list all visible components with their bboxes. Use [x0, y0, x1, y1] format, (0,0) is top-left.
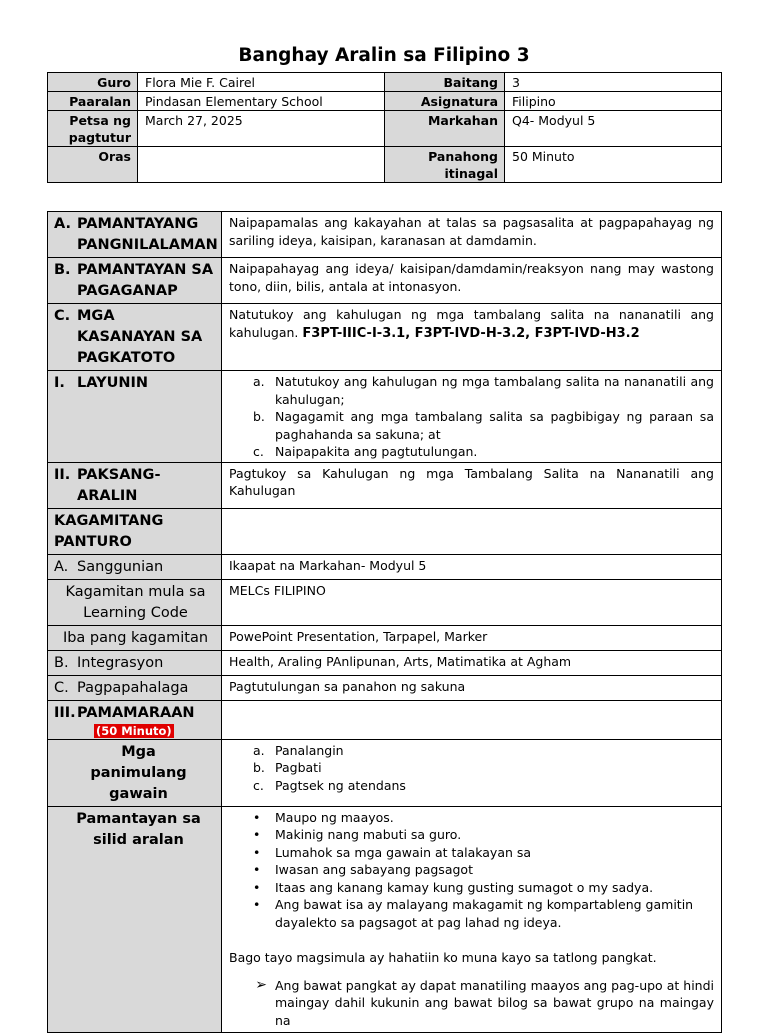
arrow-item-text: Ang bawat pangkat ay dapat manatiling maayos ang pag-upo at hindi maingay dahil kukunin ang bawat bilog sa bawat grupo na maingay na — [275, 977, 714, 1028]
pamantayan-item-text: Makinig nang mabuti sa guro. — [275, 827, 462, 842]
pamantayang-pangnilalaman-value: Naipapamalas ang kakayahan at talas sa pagsasalita at pagpapahayag ng sariling ideya, kaisipan, karanasan at damdamin. — [222, 212, 722, 258]
pamantayan-item-text: Lumahok sa mga gawain at talakayan sa — [275, 844, 532, 860]
iba-pang-kagamitan-value: PowePoint Presentation, Tarpapel, Marker — [222, 625, 722, 650]
layunin-value — [222, 371, 722, 463]
pamantayan-item-text: Ang bawat isa ay malayang makagamit ng kompartableng gamitin dayalekto sa pagsagot at pag lahad ng ideya. — [275, 897, 694, 930]
panahong-label: Panahong itinagal — [385, 147, 505, 183]
pamantayan-item-marker: • — [253, 844, 261, 860]
pamantayan-item-text: Iwasan ang sabayang pagsagot — [275, 862, 473, 877]
info-table — [47, 72, 722, 183]
markahan-value: Q4- Modyul 5 — [505, 111, 722, 147]
kagamitang-panturo-label: KAGAMITANG PANTURO — [48, 508, 222, 554]
pamantayang-pangnilalaman-label: A. PAMANTAYANG PANGNILALAMAN — [48, 212, 222, 258]
baitang-label: Baitang — [385, 73, 505, 92]
paaralan-value: Pindasan Elementary School — [138, 92, 385, 111]
pamantayan-item-text: Itaas ang kanang kamay kung gusting sumagot o my sadya. — [275, 879, 654, 895]
layunin-item-text: Nagagamit ang mga tambalang salita sa pagbibigay ng paraan sa paghahanda sa sakuna; at — [275, 409, 714, 442]
paaralan-label: Paaralan — [48, 92, 138, 111]
pamantayan-sa-pagaganap-value: Naipapahayag ang ideya/ kaisipan/damdamin/reaksyon nang may wastong tono, diin, bilis, antala at intonasyon. — [222, 258, 722, 304]
pamantayan-item-marker: • — [253, 879, 261, 895]
pamamaraan-value — [222, 700, 722, 739]
petsa-value: March 27, 2025 — [138, 111, 385, 147]
asignatura-label: Asignatura — [385, 92, 505, 111]
oras-value — [138, 147, 385, 183]
pamamaraan-label: III. PAMAMARAAN (50 Minuto) — [48, 700, 222, 739]
panahong-value: 50 Minuto — [505, 147, 722, 183]
layunin-item — [253, 408, 714, 443]
baitang-value: 3 — [505, 73, 722, 92]
panimulang-item-marker: a. — [253, 742, 265, 758]
lesson-plan-table — [47, 211, 722, 1033]
pagpapahalaga-value: Pagtutulungan sa panahon ng sakuna — [222, 675, 722, 700]
paksang-aralin-label: II. PAKSANG-ARALIN — [48, 462, 222, 508]
kasanayan-text: Natutukoy ang kahulugan ng mga tambalang salita na nananatili ang kahulugan. — [229, 307, 714, 340]
kasanayan-label: C. MGA KASANAYAN SA PAGKATOTO — [48, 304, 222, 371]
layunin-item-marker: c. — [253, 444, 264, 459]
kasanayan-codes: F3PT-IIIC-I-3.1, F3PT-IVD-H-3.2, F3PT-IVD-H3.2 — [302, 325, 640, 341]
pamantayan-sa-pagaganap-label: B. PAMANTAYAN SA PAGAGANAP — [48, 258, 222, 304]
arrow-item — [229, 977, 714, 1030]
layunin-item — [253, 443, 714, 461]
layunin-item-marker: b. — [253, 409, 265, 424]
pamantayan-item-marker: • — [253, 809, 261, 825]
asignatura-value: Filipino — [505, 92, 722, 111]
panimulang-item — [253, 742, 714, 760]
kagamitang-panturo-value — [222, 508, 722, 554]
panimulang-list — [229, 742, 714, 795]
pamantayan-item — [253, 896, 714, 931]
pamantayan-item — [253, 809, 714, 827]
pamantayan-item — [253, 844, 714, 862]
hatiin-text: Bago tayo magsimula ay hahatiin ko muna kayo sa tatlong pangkat. — [229, 950, 657, 965]
pamantayan-item-marker: • — [253, 897, 261, 912]
layunin-list — [229, 373, 714, 461]
pamantayan-silid-value — [222, 806, 722, 1032]
oras-label: Oras — [48, 147, 138, 183]
markahan-label: Markahan — [385, 111, 505, 147]
panimulang-item-marker: c. — [253, 777, 264, 793]
layunin-item — [253, 373, 714, 408]
petsa-label: Petsa ng pagtutur — [48, 111, 138, 147]
panimulang-item — [253, 777, 714, 795]
panimulang-gawain-label: Mga panimulang gawain — [48, 739, 222, 806]
panimulang-item-text: Pagtsek ng atendans — [275, 777, 406, 793]
layunin-item-text: Natutukoy ang kahulugan ng mga tambalang salita na nananatili ang kahulugan; — [275, 374, 714, 407]
panimulang-item-marker: b. — [253, 760, 265, 775]
document-title: Banghay Aralin sa Filipino 3 — [238, 45, 530, 66]
pamantayan-item-marker: • — [253, 862, 261, 877]
pamamaraan-time-badge: (50 Minuto) — [96, 723, 172, 738]
panimulang-item-text: Pagbati — [275, 760, 322, 775]
learning-code-label: Kagamitan mula sa Learning Code — [48, 579, 222, 625]
pamantayan-silid-label: Pamantayan sa silid aralan — [48, 806, 222, 1032]
pagpapahalaga-label: C. Pagpapahalaga — [48, 675, 222, 700]
learning-code-value: MELCs FILIPINO — [222, 579, 722, 625]
pamantayan-item — [253, 879, 714, 897]
pamantayan-item-marker: • — [253, 827, 261, 842]
kasanayan-value — [222, 304, 722, 371]
pamantayan-item — [253, 861, 714, 879]
layunin-item-marker: a. — [253, 374, 265, 389]
integrasyon-value: Health, Araling PAnlipunan, Arts, Matimatika at Agham — [222, 650, 722, 675]
arrow-bullet-icon: ➢ — [255, 976, 267, 993]
panimulang-item-text: Panalangin — [275, 742, 344, 758]
guro-label: Guro — [48, 73, 138, 92]
layunin-item-text: Naipapakita ang pagtutulungan. — [275, 444, 478, 459]
panimulang-item — [253, 759, 714, 777]
guro-value: Flora Mie F. Cairel — [138, 73, 385, 92]
iba-pang-kagamitan-label: Iba pang kagamitan — [48, 625, 222, 650]
sanggunian-label: A. Sanggunian — [48, 554, 222, 579]
paksang-aralin-value: Pagtukoy sa Kahulugan ng mga Tambalang Salita na Nananatili ang Kahulugan — [222, 462, 722, 508]
sanggunian-value: Ikaapat na Markahan- Modyul 5 — [222, 554, 722, 579]
integrasyon-label: B. Integrasyon — [48, 650, 222, 675]
pamantayan-item — [253, 826, 714, 844]
panimulang-gawain-value — [222, 739, 722, 806]
pamantayan-list — [229, 809, 714, 932]
layunin-label: I. LAYUNIN — [48, 371, 222, 463]
pamantayan-item-text: Maupo ng maayos. — [275, 809, 394, 825]
